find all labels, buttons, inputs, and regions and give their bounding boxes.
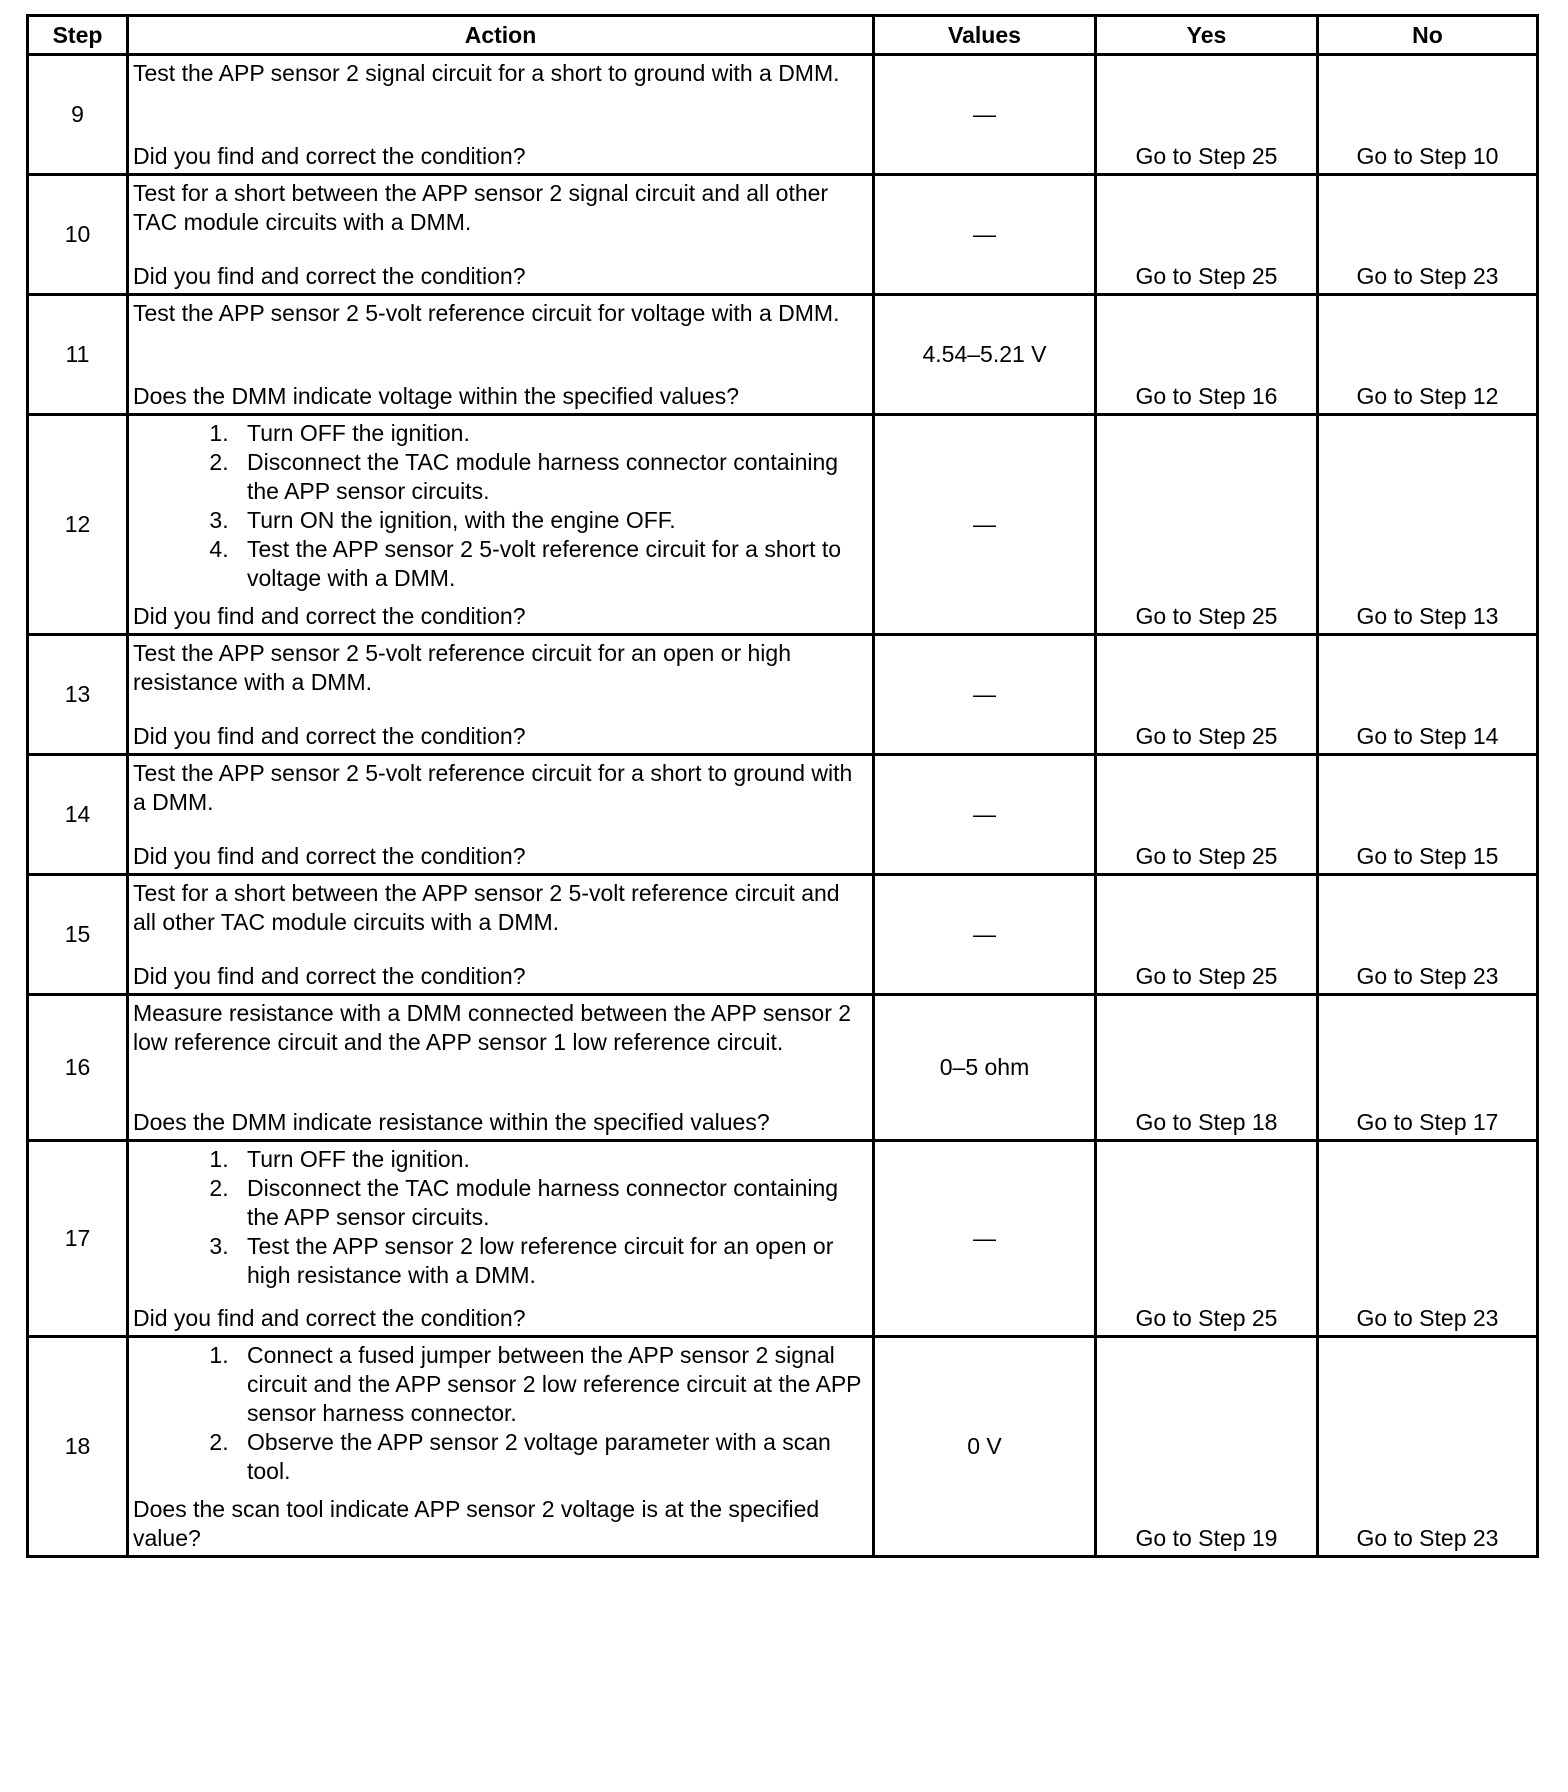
action-question: Did you find and correct the condition?: [133, 963, 526, 989]
values-cell: —: [874, 415, 1096, 635]
action-cell: [128, 1337, 874, 1557]
procedure-steps: [133, 1145, 868, 1290]
values-cell: —: [874, 55, 1096, 175]
action-instruction: Test the APP sensor 2 5-volt reference circuit for an open or high resistance with a DMM.: [133, 640, 791, 695]
header-step: Step: [28, 16, 128, 55]
action-question: Did you find and correct the condition?: [133, 263, 526, 289]
step-number: 10: [28, 175, 128, 295]
table-row: [28, 175, 1538, 295]
procedure-step: 1. Turn OFF the ignition.: [235, 1145, 868, 1174]
diagnostic-table: [26, 14, 1539, 1558]
values-cell: —: [874, 1141, 1096, 1337]
header-row: [28, 16, 1538, 55]
no-link[interactable]: Go to Step 23: [1318, 875, 1538, 995]
header-action: Action: [128, 16, 874, 55]
header-values: Values: [874, 16, 1096, 55]
table-row: [28, 295, 1538, 415]
values-cell: —: [874, 635, 1096, 755]
values-cell: 0 V: [874, 1337, 1096, 1557]
action-content: [133, 1145, 868, 1333]
action-content: [133, 759, 868, 871]
values-cell: —: [874, 175, 1096, 295]
action-cell: [128, 415, 874, 635]
yes-link[interactable]: Go to Step 18: [1096, 995, 1318, 1141]
yes-link[interactable]: Go to Step 25: [1096, 415, 1318, 635]
action-question: Did you find and correct the condition?: [133, 723, 526, 749]
action-instruction: Test the APP sensor 2 5-volt reference circuit for a short to ground with a DMM.: [133, 760, 853, 815]
yes-link[interactable]: Go to Step 25: [1096, 55, 1318, 175]
yes-link[interactable]: Go to Step 16: [1096, 295, 1318, 415]
step-number: 17: [28, 1141, 128, 1337]
step-number: 16: [28, 995, 128, 1141]
step-number: 13: [28, 635, 128, 755]
procedure-steps: [133, 419, 868, 593]
yes-link[interactable]: Go to Step 25: [1096, 175, 1318, 295]
procedure-step: 2. Disconnect the TAC module harness connector containing the APP sensor circuits.: [235, 1174, 868, 1232]
table-row: [28, 635, 1538, 755]
action-question: Does the DMM indicate resistance within the specified values?: [133, 1109, 770, 1135]
action-cell: [128, 1141, 874, 1337]
header-no: No: [1318, 16, 1538, 55]
action-instruction: Measure resistance with a DMM connected between the APP sensor 2 low reference circuit and the APP sensor 1 low reference circuit.: [133, 1000, 852, 1055]
action-content: [133, 999, 868, 1137]
action-cell: [128, 875, 874, 995]
table-row: [28, 755, 1538, 875]
action-content: [133, 419, 868, 631]
procedure-step: 4. Test the APP sensor 2 5-volt reference circuit for a short to voltage with a DMM.: [235, 535, 868, 593]
no-link[interactable]: Go to Step 10: [1318, 55, 1538, 175]
action-cell: [128, 995, 874, 1141]
table-row: [28, 55, 1538, 175]
action-content: [133, 59, 868, 171]
yes-link[interactable]: Go to Step 25: [1096, 1141, 1318, 1337]
step-number: 9: [28, 55, 128, 175]
action-instruction: Test for a short between the APP sensor 2 signal circuit and all other TAC module circuits with a DMM.: [133, 180, 829, 235]
no-link[interactable]: Go to Step 17: [1318, 995, 1538, 1141]
no-link[interactable]: Go to Step 23: [1318, 1337, 1538, 1557]
procedure-step: 1. Turn OFF the ignition.: [235, 419, 868, 448]
header-yes: Yes: [1096, 16, 1318, 55]
no-link[interactable]: Go to Step 12: [1318, 295, 1538, 415]
step-number: 18: [28, 1337, 128, 1557]
procedure-step: 2. Observe the APP sensor 2 voltage parameter with a scan tool.: [235, 1428, 868, 1486]
values-cell: 4.54–5.21 V: [874, 295, 1096, 415]
yes-link[interactable]: Go to Step 19: [1096, 1337, 1318, 1557]
procedure-step: 3. Turn ON the ignition, with the engine OFF.: [235, 506, 868, 535]
action-question: Does the DMM indicate voltage within the specified values?: [133, 383, 739, 409]
procedure-step: 2. Disconnect the TAC module harness connector containing the APP sensor circuits.: [235, 448, 868, 506]
table-row: [28, 1337, 1538, 1557]
procedure-step: 3. Test the APP sensor 2 low reference circuit for an open or high resistance with a DMM.: [235, 1232, 868, 1290]
action-content: [133, 179, 868, 291]
step-number: 12: [28, 415, 128, 635]
values-cell: —: [874, 755, 1096, 875]
action-instruction: Test the APP sensor 2 5-volt reference circuit for voltage with a DMM.: [133, 300, 840, 326]
step-number: 14: [28, 755, 128, 875]
no-link[interactable]: Go to Step 23: [1318, 1141, 1538, 1337]
action-question: Did you find and correct the condition?: [133, 143, 526, 169]
action-cell: [128, 635, 874, 755]
action-instruction: Test for a short between the APP sensor 2 5-volt reference circuit and all other TAC module circuits with a DMM.: [133, 880, 840, 935]
action-content: [133, 1341, 868, 1553]
table-body: [28, 55, 1538, 1557]
no-link[interactable]: Go to Step 13: [1318, 415, 1538, 635]
action-instruction: Test the APP sensor 2 signal circuit for a short to ground with a DMM.: [133, 60, 840, 86]
action-content: [133, 299, 868, 411]
action-content: [133, 879, 868, 991]
no-link[interactable]: Go to Step 14: [1318, 635, 1538, 755]
values-cell: 0–5 ohm: [874, 995, 1096, 1141]
action-question: Did you find and correct the condition?: [133, 843, 526, 869]
diagnostic-table-sheet: [26, 14, 1536, 1558]
yes-link[interactable]: Go to Step 25: [1096, 635, 1318, 755]
action-cell: [128, 175, 874, 295]
no-link[interactable]: Go to Step 15: [1318, 755, 1538, 875]
action-content: [133, 639, 868, 751]
action-cell: [128, 295, 874, 415]
yes-link[interactable]: Go to Step 25: [1096, 875, 1318, 995]
procedure-steps: [133, 1341, 868, 1486]
action-question: Did you find and correct the condition?: [133, 1305, 526, 1331]
no-link[interactable]: Go to Step 23: [1318, 175, 1538, 295]
action-question: Did you find and correct the condition?: [133, 603, 526, 629]
action-cell: [128, 755, 874, 875]
table-row: [28, 415, 1538, 635]
table-row: [28, 875, 1538, 995]
action-cell: [128, 55, 874, 175]
yes-link[interactable]: Go to Step 25: [1096, 755, 1318, 875]
table-row: [28, 1141, 1538, 1337]
step-number: 15: [28, 875, 128, 995]
table-row: [28, 995, 1538, 1141]
step-number: 11: [28, 295, 128, 415]
values-cell: —: [874, 875, 1096, 995]
action-question: Does the scan tool indicate APP sensor 2 voltage is at the specified value?: [133, 1496, 820, 1551]
procedure-step: 1. Connect a fused jumper between the APP sensor 2 signal circuit and the APP sensor 2 low reference circuit at the APP sensor harness connector.: [235, 1341, 868, 1428]
